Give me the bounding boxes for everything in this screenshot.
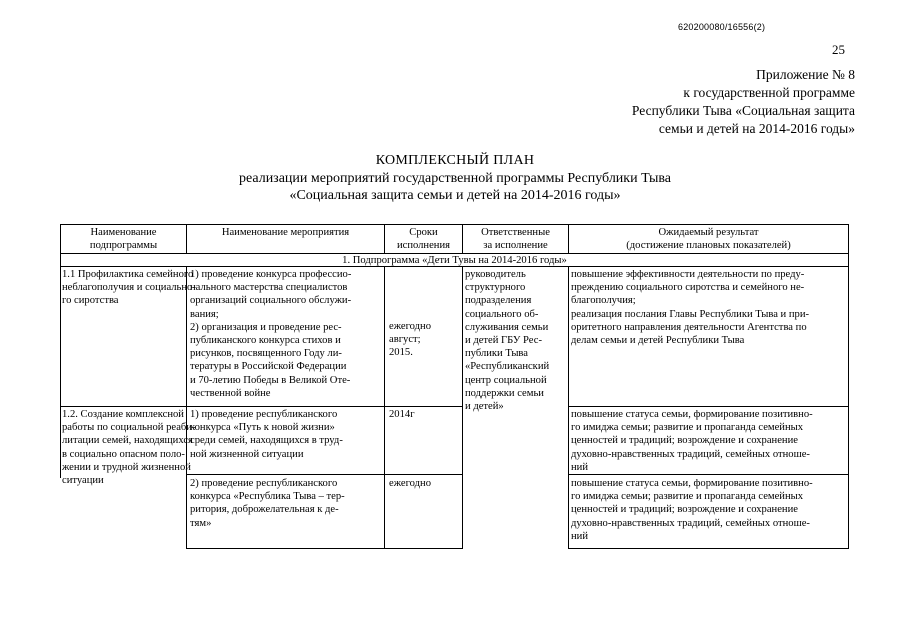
document-id: 620200080/16556(2) (678, 22, 766, 32)
header-result: Ожидаемый результат (достижение плановых показателей) (626, 227, 791, 252)
row1-result: повышение эффективности деятельности по преду- преждению социального сиротства и семейного не- благополучия; реализация послания Главы Республики Тыва и при- оритетного направления деятельности Агентства по делам семьи и детей Республики Тыва (571, 269, 810, 347)
appendix-line: к государственной программе (683, 85, 855, 100)
row2a-dates: 2014г (389, 409, 415, 420)
header-responsible: Ответственные за исполнение (481, 227, 550, 252)
appendix-line: Приложение № 8 (756, 67, 855, 82)
header-subprogram: Наименование подпрограммы (89, 227, 158, 252)
header-event: Наименование мероприятия (221, 227, 350, 238)
section-title: 1. Подпрограмма «Дети Тувы на 2014-2016 годы» (342, 255, 567, 266)
appendix-block (525, 66, 855, 138)
appendix-line: семьи и детей на 2014-2016 годы» (658, 121, 855, 136)
document-subtitle-program: «Социальная защита семьи и детей на 2014-2016 годы» (289, 188, 621, 203)
row1-event: 1) проведение конкурса профессио- нального мастерства специалистов организаций социального обслужи- вания; 2) организация и проведение рес- публиканского конкурса стихов и рисунков, посвященного Году ли- тературы в Российской Федерации и 70-летию Победы в Великой Оте- чественной войне (190, 269, 352, 399)
header-dates: Сроки исполнения (396, 227, 451, 252)
page-number: 25 (832, 42, 845, 57)
row1-subprogram: 1.1 Профилактика семейного неблагополучия и социально- го сиротства (62, 269, 196, 307)
document-subtitle: реализации мероприятий государственной программы Республики Тыва (238, 171, 671, 186)
row2b-result: повышение статуса семьи, формирование позитивно- го имиджа семьи; развитие и пропаганда семейных ценностей и традиций; возрождение и сохранение духовно-нравственных традиций, семейных отноше- ний (571, 478, 813, 542)
appendix-line: Республики Тыва «Социальная защита (631, 103, 855, 118)
row2a-result: повышение статуса семьи, формирование позитивно- го имиджа семьи; развитие и пропаганда семейных ценностей и традиций; возрождение и сохранение духовно-нравственных традиций, семейных отноше- ний (571, 409, 813, 473)
row1-dates: ежегодно август; 2015. (389, 321, 432, 359)
row2-subprogram: 1.2. Создание комплексной работы по социальной реаби- литации семей, находящихся в социально опасном поло- жении и трудной жизненной ситуации (62, 409, 196, 487)
responsible-cell: руководитель структурного подразделения социального об- служивания семьи и детей ГБУ Рес- публики Тыва «Республиканский центр социальной поддержки семьи и детей» (465, 269, 550, 413)
document-title: КОМПЛЕКСНЫЙ ПЛАН (375, 153, 535, 168)
row2a-event: 1) проведение республиканского конкурса «Путь к новой жизни» среди семей, находящихся в труд- ной жизненной ситуации (190, 409, 343, 460)
row2b-event: 2) проведение республиканского конкурса «Республика Тыва – тер- ритория, доброжелательная к де- тям» (190, 478, 345, 529)
row2b-dates: ежегодно (389, 478, 432, 489)
